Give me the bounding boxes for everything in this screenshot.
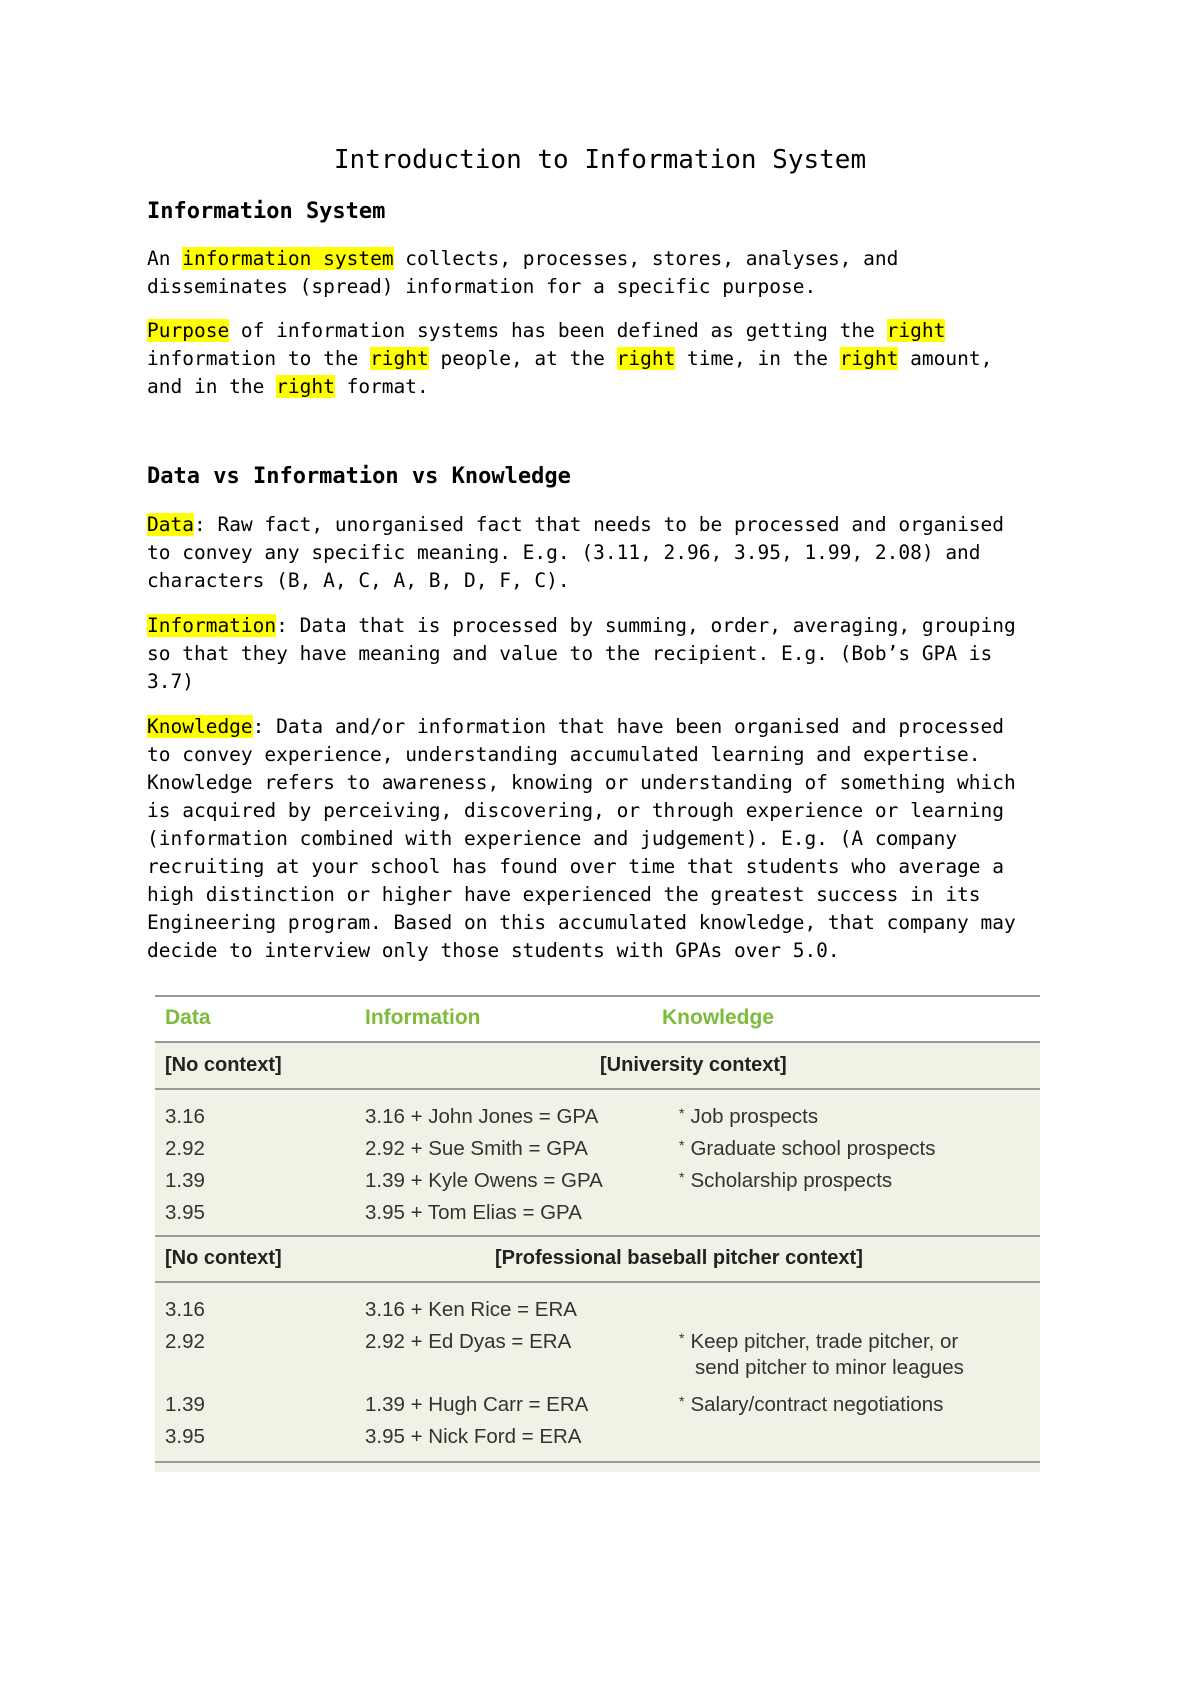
column-header-knowledge: Knowledge bbox=[662, 1006, 775, 1029]
highlight-knowledge: Knowledge bbox=[147, 715, 253, 738]
table-cell-data: 3.16 bbox=[165, 1105, 205, 1128]
paragraph-data: Data: Raw fact, unorganised fact that needs to be processed and organised to convey any specific meaning. E.g. (3.11, 2.96, 3.95, 1.99, 2.08) and characters (B, A, C, A, B, D, F, C). bbox=[147, 513, 1005, 592]
block1-context-label: [University context] bbox=[600, 1054, 787, 1076]
paragraph-information: Information: Data that is processed by summing, order, averaging, grouping so that they have meaning and value to the recipient. E.g. (Bob’s GPA is 3.7) bbox=[147, 614, 1016, 693]
section-heading-data-vs-information: Data vs Information vs Knowledge bbox=[147, 464, 571, 489]
paragraph-purpose: Purpose of information systems has been defined as getting the right information to the right people, at the right time, in the right amount, and in the right format. bbox=[147, 319, 993, 398]
table-cell-data: 3.95 bbox=[165, 1425, 205, 1448]
block2-no-context: [No context] bbox=[165, 1247, 282, 1269]
table-rule bbox=[155, 1041, 1040, 1043]
column-header-data: Data bbox=[165, 1006, 211, 1029]
table-cell-information: 2.92 + Ed Dyas = ERA bbox=[365, 1330, 572, 1353]
table-cell-data: 3.95 bbox=[165, 1201, 205, 1224]
paragraph-knowledge: Knowledge: Data and/or information that have been organised and processed to convey experience, understanding accumulated learning and expertise. Knowledge refers to awareness, knowing or understanding of something which is acquired by perceiving, discovering, or through experience or learning (information combined with experience and judgement). E.g. (A company recruiting at your school has found over time that students who average a high distinction or higher have experienced the greatest success in its Engineering program. Based on this accumulated knowledge, that company may decide to interview only those students with GPAs over 5.0. bbox=[147, 715, 1016, 962]
table-top-rule bbox=[155, 995, 1040, 997]
table-cell-information: 2.92 + Sue Smith = GPA bbox=[365, 1137, 588, 1160]
block2-context-label: [Professional baseball pitcher context] bbox=[495, 1247, 863, 1269]
highlight-data: Data bbox=[147, 513, 194, 536]
table-cell-data: 3.16 bbox=[165, 1298, 205, 1321]
table-rule bbox=[155, 1088, 1040, 1090]
table-rule bbox=[155, 1235, 1040, 1237]
table-cell-knowledge: * Scholarship prospects bbox=[679, 1169, 893, 1192]
table-cell-data: 1.39 bbox=[165, 1169, 205, 1192]
highlight-information: Information bbox=[147, 614, 277, 637]
data-information-knowledge-table bbox=[155, 995, 1040, 1472]
block1-no-context: [No context] bbox=[165, 1054, 282, 1076]
paragraph-information-system-definition: An information system collects, processes, stores, analyses, and disseminates (spread) information for a specific purpose. bbox=[147, 247, 899, 298]
table-cell-knowledge: * Job prospects bbox=[679, 1105, 819, 1128]
section-heading-information-system: Information System bbox=[147, 199, 386, 224]
table-cell-information: 1.39 + Hugh Carr = ERA bbox=[365, 1393, 589, 1416]
table-cell-data: 1.39 bbox=[165, 1393, 205, 1416]
document-title: Introduction to Information System bbox=[333, 145, 867, 175]
table-header-row bbox=[155, 995, 1040, 1042]
highlight-information-system: information system bbox=[182, 247, 394, 270]
table-cell-information: 3.16 + John Jones = GPA bbox=[365, 1105, 599, 1128]
table-cell-data: 2.92 bbox=[165, 1330, 205, 1353]
column-header-information: Information bbox=[365, 1006, 481, 1029]
table-cell-knowledge: * Graduate school prospects bbox=[679, 1137, 936, 1160]
table-cell-knowledge: * Keep pitcher, trade pitcher, or bbox=[679, 1330, 959, 1353]
table-cell-information: 3.95 + Nick Ford = ERA bbox=[365, 1425, 582, 1448]
table-bottom-rule bbox=[155, 1461, 1040, 1463]
table-cell-knowledge: * Salary/contract negotiations bbox=[679, 1393, 944, 1416]
table-cell-knowledge: send pitcher to minor leagues bbox=[695, 1356, 964, 1379]
table-cell-information: 1.39 + Kyle Owens = GPA bbox=[365, 1169, 603, 1192]
highlight-purpose: Purpose bbox=[147, 319, 230, 342]
table-rule bbox=[155, 1281, 1040, 1283]
table-cell-information: 3.16 + Ken Rice = ERA bbox=[365, 1298, 577, 1321]
table-cell-information: 3.95 + Tom Elias = GPA bbox=[365, 1201, 582, 1224]
table-cell-data: 2.92 bbox=[165, 1137, 205, 1160]
